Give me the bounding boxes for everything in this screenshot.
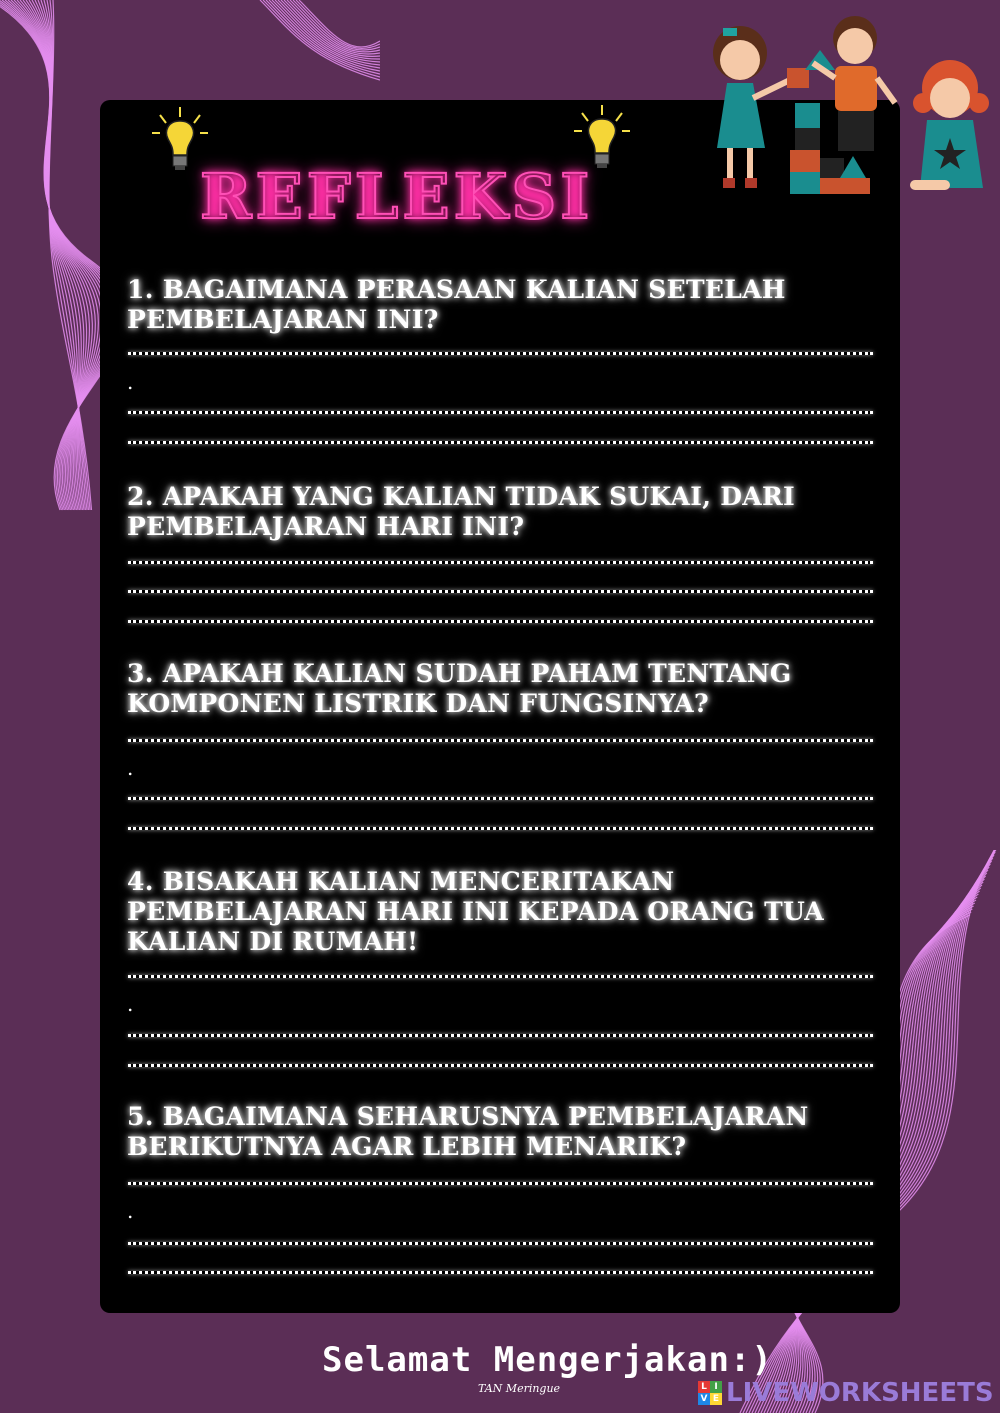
answer-line[interactable] [128,975,873,978]
answer-line[interactable] [128,1182,873,1185]
answer-line[interactable] [128,1064,873,1067]
liveworksheets-logo-icon [698,1381,722,1405]
page-title: REFLEKSI [200,160,594,233]
answer-dot: . [127,370,134,394]
answer-line[interactable] [128,561,873,564]
question-4: 4. BISAKAH KALIAN MENCERITAKAN PEMBELAJARAN HARI INI KEPADA ORANG TUA KALIAN DI RUMAH! [127,867,825,956]
answer-line[interactable] [128,827,873,830]
logo-letter: V [698,1393,710,1405]
answer-dot: . [127,1199,134,1223]
answer-line[interactable] [128,411,873,414]
question-1: 1. BAGAIMANA PERASAAN KALIAN SETELAH PEMBELAJARAN INI? [127,275,786,334]
footer-greeting: Selamat Mengerjakan:) [322,1340,773,1380]
liveworksheets-watermark[interactable] [698,1378,994,1408]
logo-letter: E [710,1393,722,1405]
question-5: 5. BAGAIMANA SEHARUSNYA PEMBELAJARAN BERIKUTNYA AGAR LEBIH MENARIK? [127,1102,809,1161]
answer-line[interactable] [128,797,873,800]
answer-line[interactable] [128,1271,873,1274]
logo-letter: L [698,1381,710,1393]
logo-letter: I [710,1381,722,1393]
answer-line[interactable] [128,352,873,355]
answer-line[interactable] [128,739,873,742]
wave-decoration-top-right [250,0,380,100]
liveworksheets-text: LIVEWORKSHEETS [726,1378,994,1408]
answer-line[interactable] [128,441,873,444]
answer-line[interactable] [128,590,873,593]
answer-dot: . [127,756,134,780]
answer-line[interactable] [128,1242,873,1245]
wave-line [299,0,380,47]
answer-line[interactable] [128,620,873,623]
footer-signature: TAN Meringue [478,1382,561,1395]
question-3: 3. APAKAH KALIAN SUDAH PAHAM TENTANG KOMPONEN LISTRIK DAN FUNGSINYA? [127,659,792,718]
kids-illustration [695,8,1000,203]
answer-dot: . [127,992,134,1016]
answer-line[interactable] [128,1034,873,1037]
question-2: 2. APAKAH YANG KALIAN TIDAK SUKAI, DARI PEMBELAJARAN HARI INI? [127,482,796,541]
